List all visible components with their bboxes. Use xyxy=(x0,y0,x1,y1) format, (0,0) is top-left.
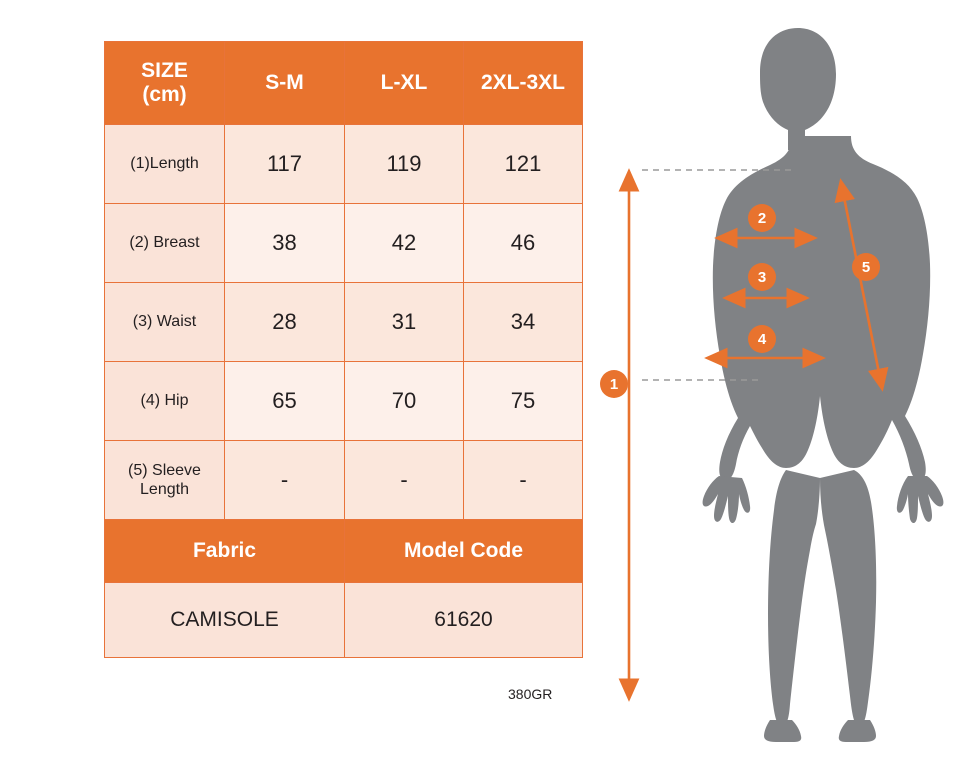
header-size-line2: (cm) xyxy=(142,83,187,106)
header-fabric: Fabric xyxy=(105,520,345,583)
cell-waist-2xl-3xl: 34 xyxy=(464,283,583,362)
measurement-figure xyxy=(600,10,960,750)
row-label-sleeve-line1: (5) Sleeve xyxy=(128,461,201,479)
table-footer-header-row xyxy=(105,520,583,583)
value-model-code: 61620 xyxy=(345,583,583,658)
cell-sleeve-l-xl: - xyxy=(345,441,464,520)
header-s-m: S-M xyxy=(225,42,345,125)
row-label-sleeve-line2: Length xyxy=(140,481,189,498)
badge-waist: 3 xyxy=(748,263,776,291)
cell-length-l-xl: 119 xyxy=(345,125,464,204)
row-label-waist: (3) Waist xyxy=(105,283,225,362)
header-model-code: Model Code xyxy=(345,520,583,583)
table-row xyxy=(105,362,583,441)
table-header-row xyxy=(105,42,583,125)
cell-breast-2xl-3xl: 46 xyxy=(464,204,583,283)
cell-hip-2xl-3xl: 75 xyxy=(464,362,583,441)
cell-waist-l-xl: 31 xyxy=(345,283,464,362)
cell-waist-s-m: 28 xyxy=(225,283,345,362)
cell-hip-l-xl: 70 xyxy=(345,362,464,441)
cell-length-s-m: 117 xyxy=(225,125,345,204)
header-l-xl: L-XL xyxy=(345,42,464,125)
row-label-sleeve-length xyxy=(105,441,225,520)
header-size-unit xyxy=(105,42,225,125)
table-row xyxy=(105,283,583,362)
table-footer-value-row xyxy=(105,583,583,658)
header-2xl-3xl: 2XL-3XL xyxy=(464,42,583,125)
cell-sleeve-s-m: - xyxy=(225,441,345,520)
badge-length: 1 xyxy=(600,370,628,398)
table-row xyxy=(105,204,583,283)
table-row xyxy=(105,125,583,204)
cell-hip-s-m: 65 xyxy=(225,362,345,441)
header-size-line1: SIZE xyxy=(141,58,188,82)
fabric-weight-note: 380GR xyxy=(508,686,553,702)
row-label-hip: (4) Hip xyxy=(105,362,225,441)
badge-breast: 2 xyxy=(748,204,776,232)
cell-breast-s-m: 38 xyxy=(225,204,345,283)
cell-sleeve-2xl-3xl: - xyxy=(464,441,583,520)
table-row xyxy=(105,441,583,520)
cell-breast-l-xl: 42 xyxy=(345,204,464,283)
badge-sleeve-length: 5 xyxy=(852,253,880,281)
badge-hip: 4 xyxy=(748,325,776,353)
value-fabric: CAMISOLE xyxy=(105,583,345,658)
size-chart-table xyxy=(104,41,583,658)
female-body-silhouette-icon xyxy=(600,10,960,750)
cell-length-2xl-3xl: 121 xyxy=(464,125,583,204)
row-label-breast: (2) Breast xyxy=(105,204,225,283)
row-label-length: (1)Length xyxy=(105,125,225,204)
